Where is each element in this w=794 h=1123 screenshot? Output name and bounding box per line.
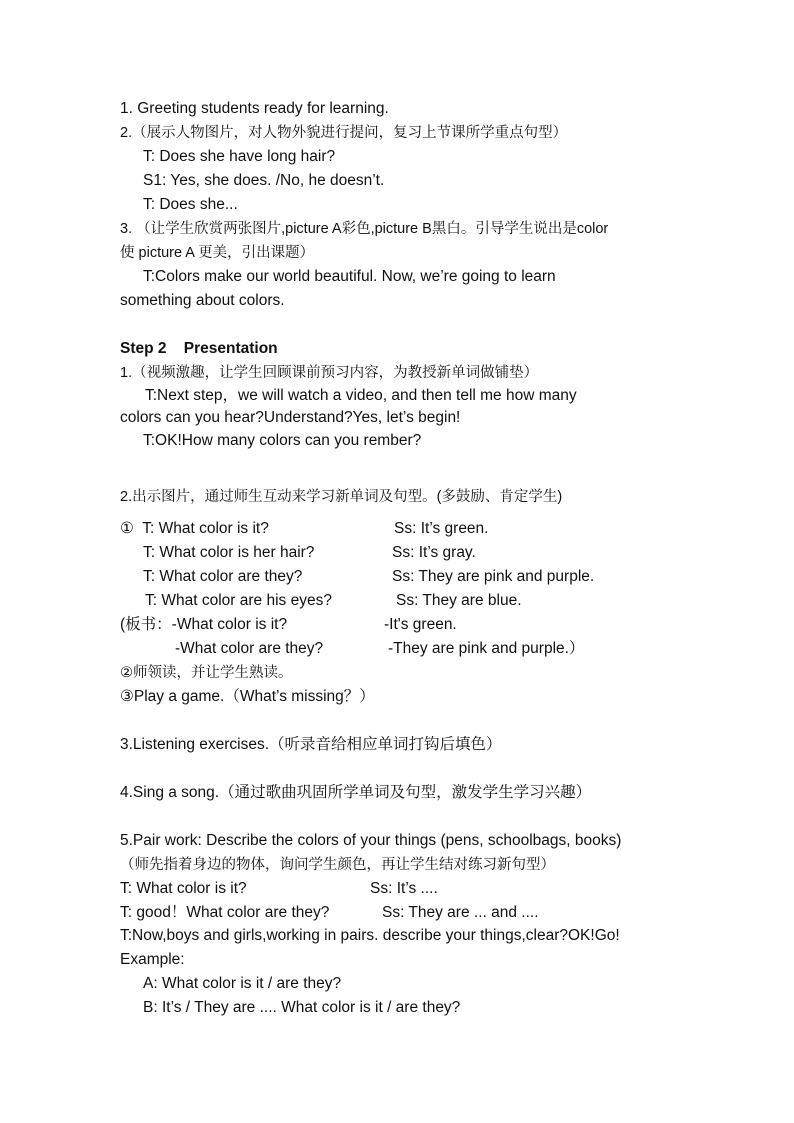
student-answer: Ss: It’s green. <box>394 520 489 537</box>
picture-interaction-instruction: 2.出示图片，通过师生互动来学习新单词及句型。(多鼓励、肯定学生) <box>120 489 563 505</box>
dialogue-line-cont: something about colors. <box>120 292 285 309</box>
dialogue-line-cont: colors can you hear?Understand?Yes, let’s begin! <box>120 409 461 426</box>
picture-instruction-cont: 使 picture A 更美，引出课题） <box>120 245 315 261</box>
blackboard-note: (板书：-What color is it? <box>120 616 288 633</box>
song-instruction: 4.Sing a song.（通过歌曲巩固所学单词及句型，激发学生学习兴趣） <box>120 784 592 801</box>
pair-work-instruction: 5.Pair work: Describe the colors of your things (pens, schoolbags, books) <box>120 832 622 849</box>
student-answer: Ss: It’s gray. <box>392 544 476 561</box>
game-instruction: ③Play a game.（What’s missing？） <box>120 688 375 705</box>
dialogue-line: T: Does she have long hair? <box>143 148 336 165</box>
dialogue-line: T: Does she... <box>143 196 238 213</box>
teacher-question: ① T: What color is it? <box>120 520 269 537</box>
example-line: A: What color is it / are they? <box>143 975 342 992</box>
teacher-question: T: What color is it? <box>120 880 247 897</box>
example-label: Example: <box>120 951 185 968</box>
blackboard-note: -It's green. <box>384 616 457 633</box>
teacher-question: T: What color are his eyes? <box>145 592 332 609</box>
student-answer: Ss: They are ... and .... <box>382 904 539 921</box>
dialogue-line: S1: Yes, she does. /No, he doesn’t. <box>143 172 385 189</box>
blackboard-note: -They are pink and purple.） <box>388 640 585 657</box>
teacher-question: T: What color are they? <box>143 568 303 585</box>
video-instruction: 1.（视频激趣，让学生回顾课前预习内容，为教授新单词做铺垫） <box>120 365 539 381</box>
student-answer: Ss: They are blue. <box>396 592 522 609</box>
listening-instruction: 3.Listening exercises.（听录音给相应单词打钩后填色） <box>120 736 502 753</box>
teacher-question: T: What color is her hair? <box>143 544 315 561</box>
dialogue-line: T:Colors make our world beautiful. Now, we’re going to learn <box>143 268 556 285</box>
pair-work-direction: T:Now,boys and girls,working in pairs. describe your things,clear?OK!Go! <box>120 927 620 944</box>
student-answer: Ss: It’s .... <box>370 880 438 897</box>
review-instruction: 2.（展示人物图片，对人物外貌进行提问，复习上节课所学重点句型） <box>120 125 568 141</box>
student-answer: Ss: They are pink and purple. <box>392 568 595 585</box>
greeting-line: 1. Greeting students ready for learning. <box>120 100 389 117</box>
picture-instruction: 3. （让学生欣赏两张图片,picture A彩色,picture B黑白。引导学生说出是color <box>120 221 609 237</box>
read-aloud-instruction: ②师领读，并让学生熟读。 <box>120 665 293 681</box>
pair-work-note: （师先指着身边的物体，询问学生颜色，再让学生结对练习新句型） <box>120 857 555 873</box>
blackboard-note: -What color are they? <box>175 640 324 657</box>
teacher-question: T: good！What color are they? <box>120 904 330 921</box>
step2-heading: Step 2 Presentation <box>120 340 278 357</box>
dialogue-line: T:OK!How many colors can you rember? <box>143 432 422 449</box>
example-line: B: It’s / They are .... What color is it / are they? <box>143 999 461 1016</box>
dialogue-line: T:Next step，we will watch a video, and then tell me how many <box>145 387 577 404</box>
